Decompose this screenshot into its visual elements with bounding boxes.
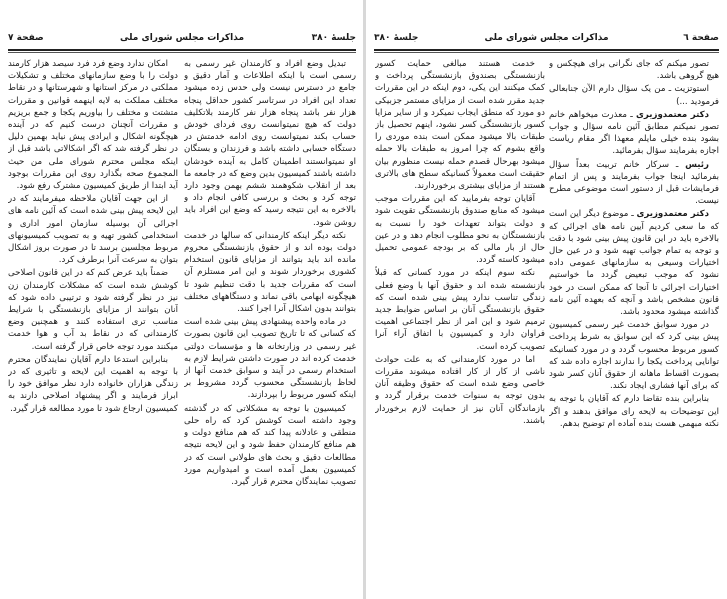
paragraph [8,58,178,192]
paragraph-text: ـ معذرت میخواهم خانم تصور نمیکنم مطابق آئین نامه سؤال و جواب بشود بنده خیلی مایلم معهذا اگر مقام ریاست اجازه بفرمایند سؤال بفرمائید. [549,109,719,157]
paragraph-text: تصور میکنم که جای نگرانی برای هیچکس و هیچ گروهی باشد. [549,59,719,82]
paragraph-text: امکان ندارد وضع فرد فرد سیصد هزار کارمند دولت را با وضع سازمانهای مختلف و تشکیلات مملکتی در مرکز استانها و شهرستانها و در نقاط مختلف مملکت به لایه اینهمه قوانین و مقررات متشتت و مختلف را بیاوریم یکجا و جمع بریزیم و مقررات آنچنان درست کنیم که در آینده هیچگونه اشکال و ایرادی پیش نیاید بهمین دلیل در نظر گرفته شد که اگر اشکالاتی باشد قبل از اینکه مجلس محترم شورای ملی من حیث المجموع صحه بگذارد روی این مقررات بوجود آید ابتدا از طریق کمیسیون مشترک رفع شود. [8,59,178,192]
paragraph-text: در مورد سوابق خدمت غیر رسمی کمیسیون پیش بینی کرد که این سوابق به شرط پرداخت کسور مربوط محسوب گردد و در مورد کسانیکه توانایی پرداخت یکجا را ندارند اجازه داده شد که بصورت اقساط ماهانه از حقوق آنان کسر شود که برای آنها فشاری ایجاد نکند. [549,320,719,392]
paragraph [8,267,178,352]
paragraph [549,58,719,82]
right-page [366,0,727,599]
paragraph-text: بنابراین بنده تقاضا دارم که آقایان با توجه به این توضیحات به لایحه رای موافق بدهند و اگر نکته مبهمی هست بنده آماده ام توضیح بدهم. [549,394,719,429]
paragraph-text: تبدیل وضع افراد و کارمندان غیر رسمی به رسمی است با اینکه اطلاعات و آمار دقیق و جامع در دسترس نیست ولی حدس زده میشود تعداد این افراد در سرتاسر کشور حداقل پنجاه هزار نفر باشد پنجاه هزار نفر کارمند بلاتکلیف دولت که هیچ نمیتوانست روی فردای خودش حساب بکند نمیتوانست روی ادامه خدمتش در دستگاه حسابی داشته باشد و فرزندان و بستگان او نمیتوانستند اطمینان کامل به آینده خودشان داشته باشند کمیسیون بدین وضع که در جامعه ما بعد از انقلاب شکوهمند ششم بهمن وجود دارد توجه کرد و بحث و بررسی کافی انجام داد و بالاخره به این نتیجه رسید که وضع این افراد باید روشن شود. [184,59,356,228]
session-number: جلسهٔ ۳۸۰ [374,33,419,43]
text-column [549,58,719,593]
speaker-name: دکتر معتمدوزیری [636,209,709,220]
running-title: مذاکرات مجلس شورای ملی [484,33,609,43]
paragraph [375,58,545,192]
header-rule [374,49,719,51]
paragraph [549,159,719,208]
paragraph-text: از این جهت آقایان ملاحظه میفرمایند که در این لایحه پیش بینی شده است که آئین نامه های اجرائی آن بوسیله سازمان امور اداری و استخدامی کشور تهیه و به تصویب کمیسیونهای مربوط مجلسین برسد تا در صورت بروز اشکال بتوان به سرعت آنرا برطرف کرد. [8,194,178,266]
paragraph [375,193,545,266]
speaker-name: رئیس [685,159,709,170]
header-rule [8,49,356,51]
paragraph [549,109,719,158]
paragraph-text: ـ موضوع دیگر این است که ما سعی کردیم آیین نامه های اجرائی که بالاخره باید در این قانون پیش بینی شود با دقت و توجه به تمام جوانب تهیه شود و در عین حال اختیارات وسیعی به سازمانهای عمومی داده نشود که موجب تبعیض گردد ما خواستیم اختیارات اجرائی تا آنجا که ممکن است در خود قانون مشخص باشد و آنچه که بعهده آئین نامه گذاشته میشود محدود باشد. [549,209,719,318]
paragraph-text: نکته دیگر اینکه کارمندانی که سالها در خدمت دولت بوده اند و از حقوق بازنشستگی محروم مانده اند باید بتوانند از مزایای قانون استخدام کشوری برخوردار شوند و این امر مستلزم آن است که مقررات جدید با دقت تنظیم شود تا هیچگونه ابهامی باقی نماند و دستگاههای مختلف بتوانند بدون اشکال آنرا اجرا کنند. [184,230,356,315]
page-header [8,33,356,47]
page-number: صفحة ٦ [683,33,719,43]
paragraph [184,230,356,315]
paragraph [549,319,719,392]
paragraph-text: اما در مورد کارمندانی که به علت حوادث ناشی از کار از کار افتاده میشوند مقررات خاصی وضع شده است که حقوق وظیفه آنان بدون توجه به سنوات خدمت برقرار گردد و بازماندگان آنان نیز از حمایت لازم برخوردار باشند. [375,354,545,426]
paragraph [549,208,719,318]
paragraph-text: استوتزیت ـ من یک سؤال دارم الآن جنابعالی فرمودید ...) [549,84,719,107]
paragraph [375,354,545,427]
text-column [184,58,356,593]
text-column [375,58,545,593]
paragraph [549,393,719,430]
paragraph [184,403,356,488]
paragraph [549,83,719,107]
paragraph-text: آقایان توجه بفرمایید که این مقررات موجب میشود که منابع صندوق بازنشستگی تقویت شود و دولت بتواند تعهدات خود را نسبت به بازنشستگان به نحو مطلوب انجام دهد و در عین حال از بار مالی که بر بودجه عمومی تحمیل میشود کاسته گردد. [375,194,545,266]
paragraph-text: خدمت هستند مبالغی حمایت کسور بازنشستگی بصندوق بازنشستگی پرداخت و کمک میکنند این یکی، دوم اینکه در این مقررات جدید مقرر شده است از مزایای مستمر جزبیکی دو مورد که منطق ایجاب نمیکرد و از سایر مزایا کسور بازنشستگی کسر نشود، اینهم تحصیل باز طبقات بالا میشود ممکن است بنده موردی را واقع بشوم که چرا امروز به طبقات بالا حمله میشود بهرحال قصدم حمله نیست منظورم بیان حقیقت است معمولاً کسانیکه سطح های بالاتری هستند از مزایای بیشتری برخوردارند. [375,59,545,192]
speaker-name: دکتر معتمدوزیری [636,109,709,120]
header-rule-thin [374,52,719,53]
paragraph [8,354,178,415]
paragraph-text: در ماده واحده پیشنهادی پیش بینی شده است که کسانی که تا تاریخ تصویب این قانون بصورت غیر رسمی در وزارتخانه ها و مؤسسات دولتی خدمت کرده اند در صورت داشتن شرایط لازم به استخدام رسمی در آیند و سوابق خدمت آنها از لحاظ بازنشستگی محسوب گردد مشروط بر اینکه کسور مربوط را بپردازند. [184,317,356,401]
page-header [374,33,719,47]
paragraph-text: ـ سرکار خانم تربیت بعداً سؤال بفرمائید اینجا جواب بفرمایند و پس از اتمام فرمایشات قبل از دستور است موضوعی مطرح نیست. [549,159,719,207]
text-column [8,58,178,593]
paragraph [184,58,356,229]
paragraph [184,316,356,401]
session-number: جلسهٔ ۳۸۰ [311,33,356,43]
header-rule-thin [8,52,356,53]
paragraph-text: کمیسیون با توجه به مشکلاتی که در گذشته وجود داشته است کوشش کرد که راه حلی منطقی و عادلانه پیدا کند که هم منافع دولت و هم منافع کارمندان حفظ شود و این لایحه نتیجه مطالعات دقیق و بحث های طولانی است که در کمیسیون بعمل آمده است و امیدواریم مورد تصویب نمایندگان محترم قرار گیرد. [184,403,356,487]
running-title: مذاکرات مجلس شورای ملی [119,33,245,43]
paragraph [8,193,178,266]
paragraph-text: ضمناً باید عرض کنم که در این قانون اصلاحی کوشش شده است که مشکلات کارمندان زن نیز در نظر گرفته شود و ترتیبی داده شود که آنان بتوانند از مزایای بازنشستگی با شرایط مناسب تری استفاده کنند و همچنین وضع کارمندانی که در نقاط بد آب و هوا خدمت میکنند مورد توجه خاص قرار گرفته است. [8,268,178,352]
paragraph-text: بنابراین استدعا دارم آقایان نمایندگان محترم با توجه به اهمیت این لایحه و تاثیری که در زندگی هزاران خانواده دارد نظر موافق خود را ابراز فرمایند و اگر پیشنهاد اصلاحی دارند به کمیسیون ارجاع شود تا مورد مطالعه قرار گیرد. [8,354,178,414]
paragraph-text: نکته سوم اینکه در مورد کسانی که قبلاً بازنشسته شده اند و حقوق آنها با وضع فعلی زندگی تناسب ندارد پیش بینی شده است که حقوق بازنشستگی آنان بر اساس ضوابط جدید ترمیم شود و این امر از نظر اجتماعی اهمیت فراوان دارد و کمیسیون با اتفاق آراء آنرا تصویب کرده است. [375,268,545,352]
page-number: صفحة ۷ [8,33,44,43]
paragraph [375,267,545,352]
